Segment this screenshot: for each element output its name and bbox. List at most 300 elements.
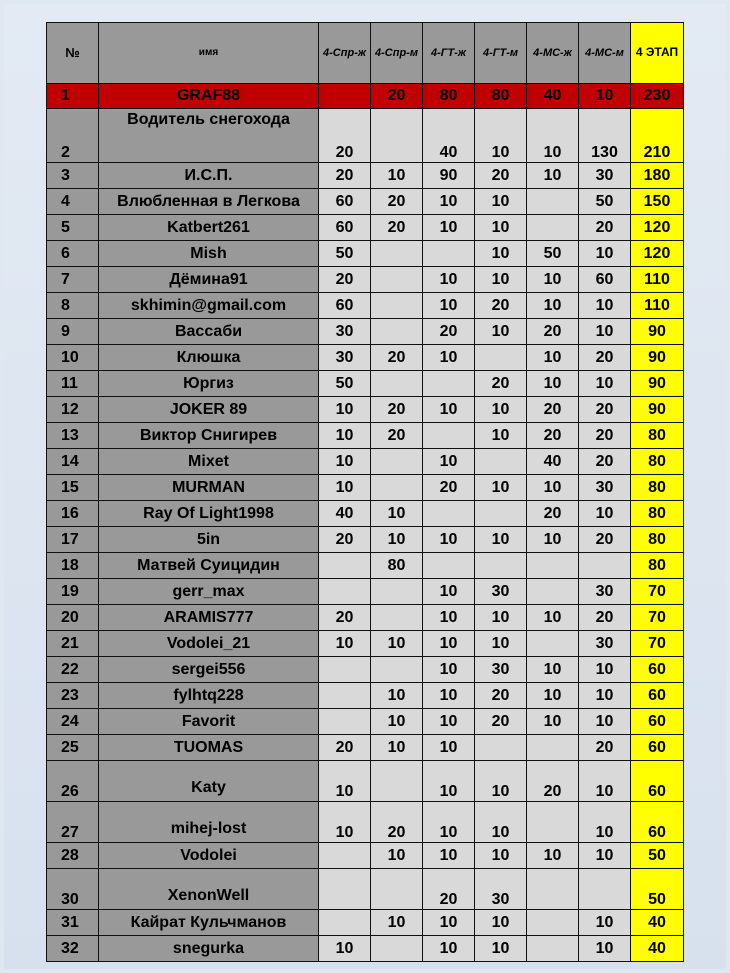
score-cell: 10 [423,189,475,215]
header-col: 4-Спр-м [371,23,423,84]
score-cell: 50 [319,371,371,397]
standings-table [46,22,684,962]
table-row [47,735,684,761]
score-cell: 30 [475,869,527,910]
score-cell: 10 [579,84,631,109]
total-cell: 70 [631,631,684,657]
score-cell: 20 [579,527,631,553]
player-name: snegurka [99,936,319,962]
score-cell: 10 [527,163,579,189]
score-cell [319,683,371,709]
score-cell: 10 [475,631,527,657]
score-cell [423,423,475,449]
header-col: 4-МС-м [579,23,631,84]
score-cell: 10 [319,802,371,843]
header-col: 4-ГТ-ж [423,23,475,84]
score-cell: 10 [319,423,371,449]
score-cell [319,709,371,735]
score-cell: 20 [579,215,631,241]
table-row [47,802,684,843]
total-cell: 90 [631,397,684,423]
score-cell: 60 [319,189,371,215]
row-number: 1 [47,84,99,109]
score-cell [371,475,423,501]
score-cell: 20 [527,423,579,449]
total-cell: 90 [631,345,684,371]
score-cell: 10 [579,319,631,345]
player-name: XenonWell [99,869,319,910]
score-cell: 30 [579,631,631,657]
score-cell [527,631,579,657]
score-cell [527,802,579,843]
score-cell: 90 [423,163,475,189]
table-row [47,475,684,501]
table-row [47,267,684,293]
score-cell: 50 [527,241,579,267]
row-number: 25 [47,735,99,761]
player-name: sergei556 [99,657,319,683]
score-cell [371,109,423,163]
score-cell: 10 [371,631,423,657]
total-cell: 180 [631,163,684,189]
score-cell: 10 [423,843,475,869]
score-cell: 10 [475,802,527,843]
score-cell: 10 [319,936,371,962]
score-cell: 10 [319,397,371,423]
score-cell: 50 [579,189,631,215]
score-cell [423,241,475,267]
score-cell [527,936,579,962]
total-cell: 60 [631,709,684,735]
total-cell: 90 [631,319,684,345]
player-name: И.С.П. [99,163,319,189]
score-cell: 10 [423,735,475,761]
score-cell: 60 [319,215,371,241]
score-cell: 10 [423,802,475,843]
player-name: mihej-lost [99,802,319,843]
score-cell: 20 [371,423,423,449]
score-cell [579,553,631,579]
score-cell: 20 [579,605,631,631]
score-cell: 30 [319,345,371,371]
row-number: 3 [47,163,99,189]
score-cell: 10 [475,267,527,293]
player-name: Mish [99,241,319,267]
row-number: 18 [47,553,99,579]
score-cell [527,869,579,910]
score-cell: 10 [579,371,631,397]
score-cell [527,553,579,579]
total-cell: 70 [631,605,684,631]
score-cell: 60 [319,293,371,319]
score-cell: 10 [423,761,475,802]
score-cell: 20 [475,371,527,397]
score-cell: 20 [527,397,579,423]
score-cell: 20 [319,605,371,631]
table-row [47,345,684,371]
player-name: MURMAN [99,475,319,501]
score-cell: 80 [371,553,423,579]
score-cell: 10 [423,910,475,936]
player-name: Favorit [99,709,319,735]
row-number: 17 [47,527,99,553]
score-cell [371,869,423,910]
table-row [47,553,684,579]
score-cell [527,579,579,605]
total-cell: 60 [631,802,684,843]
score-cell: 20 [579,397,631,423]
table-row [47,869,684,910]
table-row [47,657,684,683]
table-row [47,579,684,605]
score-cell: 40 [319,501,371,527]
score-cell [319,553,371,579]
score-cell [475,345,527,371]
score-cell: 10 [319,761,371,802]
header-row [47,23,684,84]
total-cell: 120 [631,215,684,241]
player-name: Vodolei [99,843,319,869]
score-cell: 20 [319,109,371,163]
total-cell: 90 [631,371,684,397]
row-number: 9 [47,319,99,345]
player-name: Katy [99,761,319,802]
row-number: 12 [47,397,99,423]
score-cell: 20 [319,267,371,293]
score-cell: 20 [579,449,631,475]
header-col: 4-Спр-ж [319,23,371,84]
score-cell [423,553,475,579]
player-name: Влюбленная в Легкова [99,189,319,215]
score-cell: 10 [475,761,527,802]
player-name: Mixet [99,449,319,475]
total-cell: 150 [631,189,684,215]
total-cell: 40 [631,910,684,936]
total-cell: 60 [631,735,684,761]
score-cell: 10 [527,371,579,397]
row-number: 23 [47,683,99,709]
player-name: GRAF88 [99,84,319,109]
total-cell: 60 [631,683,684,709]
row-number: 13 [47,423,99,449]
score-cell: 20 [475,683,527,709]
score-cell: 10 [579,802,631,843]
table-row [47,319,684,345]
row-number: 6 [47,241,99,267]
score-cell: 10 [527,527,579,553]
score-cell: 10 [527,267,579,293]
score-cell: 10 [579,761,631,802]
score-cell [371,761,423,802]
header-col: 4-МС-ж [527,23,579,84]
row-number: 19 [47,579,99,605]
score-cell [371,936,423,962]
score-cell [371,241,423,267]
score-cell: 20 [423,319,475,345]
score-cell: 10 [527,709,579,735]
score-cell: 10 [423,657,475,683]
row-number: 4 [47,189,99,215]
score-cell: 10 [579,241,631,267]
score-cell: 10 [527,843,579,869]
score-cell: 20 [371,215,423,241]
score-cell: 10 [319,631,371,657]
score-cell: 10 [527,293,579,319]
score-cell: 10 [475,215,527,241]
score-cell: 30 [475,579,527,605]
row-number: 11 [47,371,99,397]
player-name: Ray Of Light1998 [99,501,319,527]
score-cell [475,449,527,475]
score-cell: 10 [475,189,527,215]
row-number: 16 [47,501,99,527]
score-cell: 10 [371,501,423,527]
score-cell: 10 [475,423,527,449]
score-cell: 10 [423,936,475,962]
score-cell [475,553,527,579]
score-cell: 10 [527,109,579,163]
score-cell: 10 [319,449,371,475]
score-cell: 80 [475,84,527,109]
score-cell: 10 [371,843,423,869]
score-cell: 10 [579,293,631,319]
score-cell: 10 [475,241,527,267]
player-name: TUOMAS [99,735,319,761]
table-row [47,936,684,962]
score-cell: 10 [475,910,527,936]
score-cell: 20 [371,345,423,371]
table-row [47,761,684,802]
score-cell: 10 [371,910,423,936]
score-cell: 10 [579,910,631,936]
total-cell: 80 [631,501,684,527]
total-cell: 80 [631,423,684,449]
total-cell: 40 [631,936,684,962]
score-cell: 30 [579,163,631,189]
score-cell: 10 [475,397,527,423]
score-cell: 30 [579,475,631,501]
score-cell [319,657,371,683]
score-cell: 10 [475,109,527,163]
row-number: 2 [47,109,99,163]
score-cell: 10 [475,936,527,962]
table-row [47,109,684,163]
row-number: 30 [47,869,99,910]
row-number: 28 [47,843,99,869]
score-cell: 10 [423,215,475,241]
score-cell: 10 [579,709,631,735]
total-cell: 230 [631,84,684,109]
header-total: 4 ЭТАП [631,23,684,84]
score-cell: 20 [579,345,631,371]
total-cell: 80 [631,553,684,579]
score-cell [527,910,579,936]
score-cell [475,735,527,761]
score-cell [527,735,579,761]
player-name: JOKER 89 [99,397,319,423]
table-row [47,910,684,936]
total-cell: 80 [631,449,684,475]
row-number: 7 [47,267,99,293]
total-cell: 110 [631,267,684,293]
total-cell: 110 [631,293,684,319]
table-row [47,709,684,735]
score-cell: 10 [371,709,423,735]
score-cell: 30 [579,579,631,605]
score-cell: 10 [423,267,475,293]
score-cell: 10 [423,449,475,475]
score-cell: 30 [319,319,371,345]
player-name: fylhtq228 [99,683,319,709]
score-cell: 10 [527,605,579,631]
total-cell: 80 [631,475,684,501]
score-cell: 10 [475,605,527,631]
score-cell: 10 [423,709,475,735]
score-cell [579,869,631,910]
player-name: gerr_max [99,579,319,605]
player-name: Вассаби [99,319,319,345]
score-cell: 130 [579,109,631,163]
score-cell: 10 [423,293,475,319]
row-number: 32 [47,936,99,962]
score-cell: 40 [527,84,579,109]
score-cell: 10 [423,579,475,605]
score-cell [527,189,579,215]
score-cell: 20 [371,802,423,843]
total-cell: 80 [631,527,684,553]
table-row [47,843,684,869]
score-cell: 10 [371,683,423,709]
table-row [47,293,684,319]
score-cell [423,501,475,527]
score-cell: 10 [579,501,631,527]
score-cell: 40 [423,109,475,163]
row-number: 21 [47,631,99,657]
total-cell: 50 [631,869,684,910]
row-number: 26 [47,761,99,802]
score-cell: 10 [423,605,475,631]
table-row [47,631,684,657]
score-cell [319,843,371,869]
score-cell: 40 [527,449,579,475]
score-cell: 20 [423,869,475,910]
score-cell: 20 [579,423,631,449]
score-cell: 20 [319,163,371,189]
score-cell: 10 [423,397,475,423]
score-cell [371,293,423,319]
score-cell: 20 [527,761,579,802]
score-cell [527,215,579,241]
score-cell [475,501,527,527]
score-cell: 10 [423,527,475,553]
player-name: Vodolei_21 [99,631,319,657]
score-cell: 10 [527,683,579,709]
table-row [47,449,684,475]
row-number: 8 [47,293,99,319]
score-cell [371,371,423,397]
score-cell [319,579,371,605]
row-number: 27 [47,802,99,843]
score-cell: 50 [319,241,371,267]
score-cell: 10 [423,345,475,371]
score-cell [371,657,423,683]
player-name: Кайрат Кульчманов [99,910,319,936]
score-cell: 10 [579,657,631,683]
total-cell: 60 [631,657,684,683]
table-row [47,527,684,553]
score-cell: 10 [423,683,475,709]
score-cell: 10 [579,683,631,709]
row-number: 22 [47,657,99,683]
score-cell: 20 [371,397,423,423]
header-col: 4-ГТ-м [475,23,527,84]
table-row [47,241,684,267]
score-cell [371,579,423,605]
row-number: 10 [47,345,99,371]
score-cell: 20 [579,735,631,761]
score-cell: 10 [371,527,423,553]
score-cell: 20 [475,163,527,189]
score-cell: 10 [475,475,527,501]
score-cell: 20 [319,735,371,761]
table-row [47,683,684,709]
total-cell: 50 [631,843,684,869]
player-name: Katbert261 [99,215,319,241]
table-row [47,397,684,423]
row-number: 5 [47,215,99,241]
player-name: Матвей Суицидин [99,553,319,579]
row-number: 24 [47,709,99,735]
player-name: 5in [99,527,319,553]
score-cell [371,267,423,293]
score-cell: 10 [423,631,475,657]
total-cell: 60 [631,761,684,802]
score-cell: 10 [527,345,579,371]
score-cell: 10 [527,657,579,683]
player-name: ARAMIS777 [99,605,319,631]
score-cell: 20 [475,293,527,319]
score-cell: 10 [475,527,527,553]
player-name: Юргиз [99,371,319,397]
player-name: Виктор Снигирев [99,423,319,449]
row-number: 20 [47,605,99,631]
table-row [47,501,684,527]
score-cell: 20 [319,527,371,553]
score-cell [371,449,423,475]
score-cell: 80 [423,84,475,109]
table-row [47,163,684,189]
score-cell [319,84,371,109]
row-number: 31 [47,910,99,936]
score-cell: 20 [371,84,423,109]
table-row [47,84,684,109]
score-cell: 10 [371,735,423,761]
score-cell [371,605,423,631]
score-cell: 10 [527,475,579,501]
row-number: 14 [47,449,99,475]
score-cell: 20 [475,709,527,735]
score-cell [319,910,371,936]
score-cell [371,319,423,345]
score-cell: 10 [319,475,371,501]
player-name: Водитель снегохода [99,109,319,163]
player-name: skhimin@gmail.com [99,293,319,319]
score-cell: 20 [527,501,579,527]
score-cell: 20 [527,319,579,345]
score-cell [423,371,475,397]
score-cell: 10 [579,936,631,962]
total-cell: 120 [631,241,684,267]
